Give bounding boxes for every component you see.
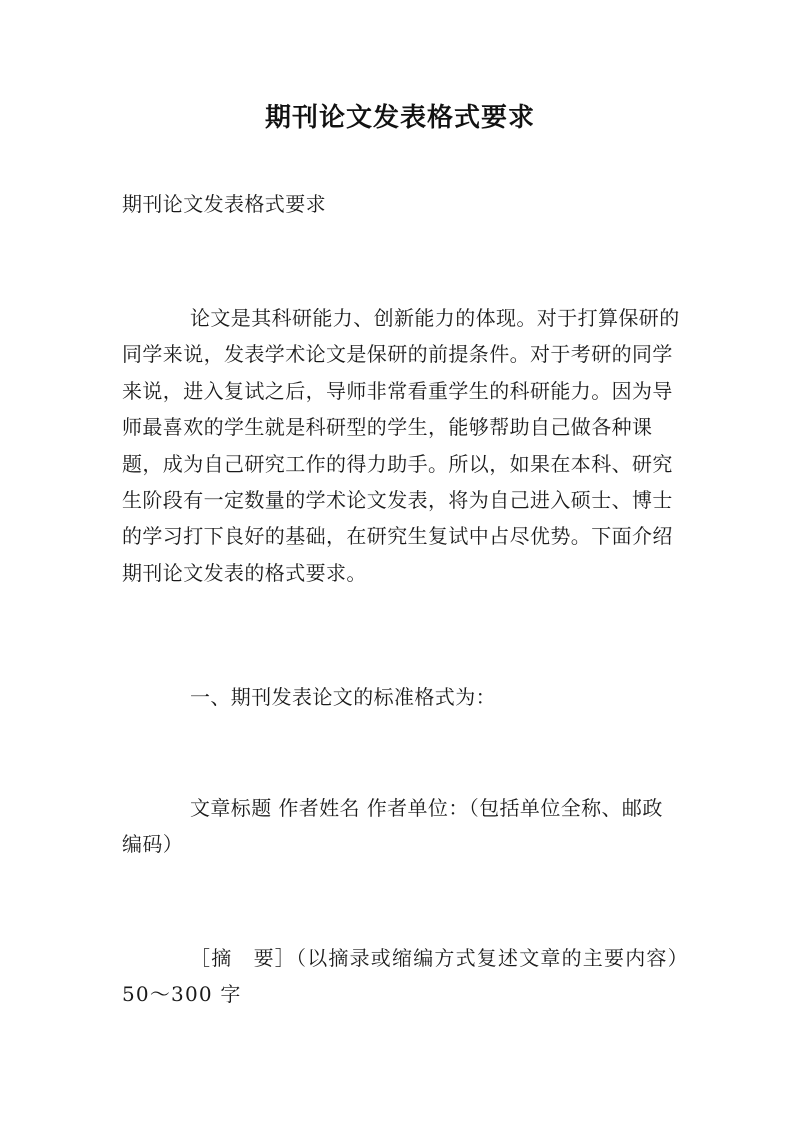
document-subtitle: 期刊论文发表格式要求 — [122, 192, 326, 216]
section-heading-1: 一、期刊发表论文的标准格式为： — [190, 685, 496, 709]
abstract-description-paragraph: ［摘 要］（以摘录或缩编方式复述文章的主要内容）50～300 字 — [122, 946, 679, 1007]
document-title: 期刊论文发表格式要求 — [264, 103, 535, 133]
intro-paragraph: 论文是其科研能力、创新能力的体现。对于打算保研的同学来说，发表学术论文是保研的前提条件。对于考研的同学来说，进入复试之后，导师非常看重学生的科研能力。因为导师最喜欢的学生就是科研型的学生，能够帮助自己做各种课题，成为自己研究工作的得力助手。所以，如果在本科、研究生阶段有一定数量的学术论文发表，将为自己进入硕士、博士的学习打下良好的基础，在研究生复试中占尽优势。下面介绍期刊论文发表的格式要求。 — [122, 306, 680, 585]
format-description-paragraph: 文章标题 作者姓名 作者单位：（包括单位全称、邮政编码） — [122, 796, 663, 857]
